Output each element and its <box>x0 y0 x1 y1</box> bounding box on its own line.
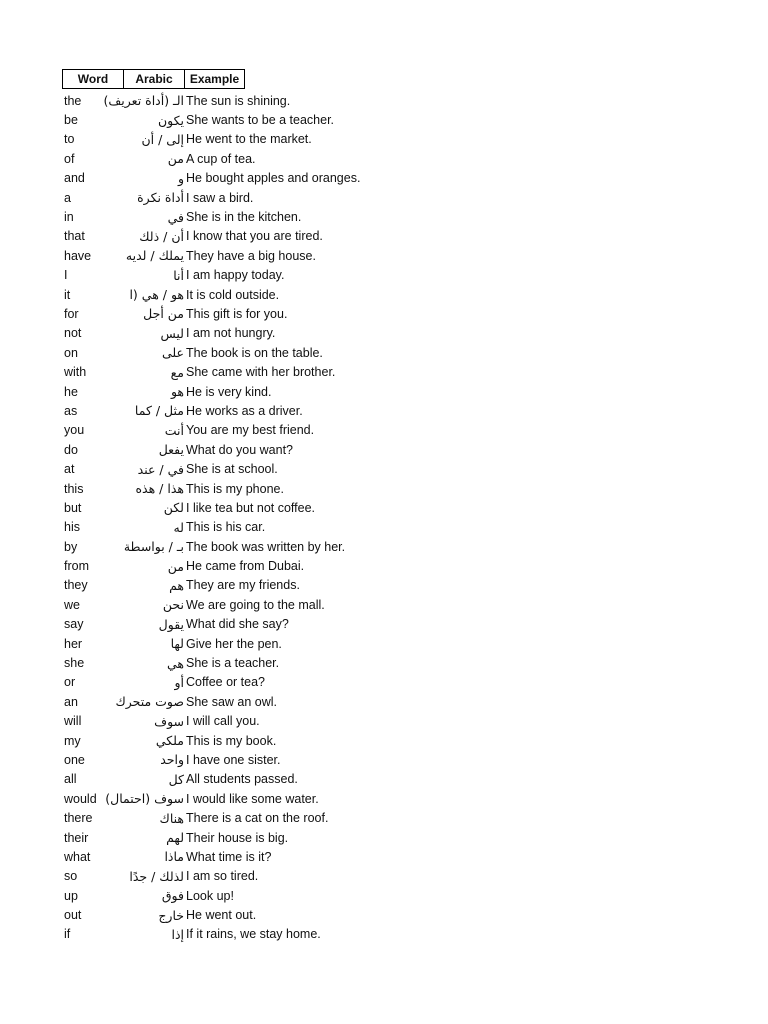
table-row <box>62 343 360 362</box>
example-cell: She wants to be a teacher. <box>186 113 335 128</box>
arabic-cell: من أجل <box>143 306 184 322</box>
table-row <box>62 266 360 285</box>
table-row <box>62 246 360 265</box>
arabic-cell: على <box>161 345 184 361</box>
example-cell: There is a cat on the roof. <box>186 811 329 826</box>
table-row <box>62 595 360 614</box>
word-cell: this <box>64 481 84 496</box>
table-row <box>62 828 360 847</box>
example-cell: What time is it? <box>186 849 272 864</box>
table-body <box>62 91 360 944</box>
example-cell: She is at school. <box>186 462 278 477</box>
arabic-cell: يملك / لديه <box>125 248 184 264</box>
arabic-cell: أداة نكرة <box>137 190 184 206</box>
word-cell: it <box>64 287 71 302</box>
example-cell: She is in the kitchen. <box>186 210 302 225</box>
word-cell: at <box>64 462 75 477</box>
table-row <box>62 556 360 575</box>
table-row <box>62 634 360 653</box>
example-cell: All students passed. <box>186 772 298 787</box>
arabic-cell: هذا / هذه <box>135 481 184 496</box>
word-cell: out <box>64 908 82 923</box>
table-row <box>62 498 360 517</box>
word-cell: on <box>64 345 78 360</box>
word-cell: we <box>64 597 80 612</box>
example-cell: I am so tired. <box>186 869 259 884</box>
example-cell: The book is on the table. <box>186 345 323 360</box>
table-row <box>62 770 360 789</box>
example-cell: This gift is for you. <box>186 306 288 321</box>
word-cell: would <box>64 791 97 806</box>
arabic-cell: إلى / أن <box>141 131 184 147</box>
arabic-cell: الـ (أداة تعريف) <box>103 93 184 109</box>
arabic-cell: من <box>167 558 184 574</box>
table-row <box>62 692 360 711</box>
example-cell: I would like some water. <box>186 791 319 806</box>
arabic-cell: سوف <box>154 713 184 729</box>
table-row <box>62 905 360 924</box>
word-cell: will <box>64 714 82 729</box>
word-cell: or <box>64 675 76 690</box>
table-row <box>62 227 360 246</box>
example-cell: He bought apples and oranges. <box>186 171 361 186</box>
word-cell: with <box>64 365 87 380</box>
word-cell: there <box>64 811 93 826</box>
arabic-cell: لذلك / جدًا <box>129 868 184 884</box>
word-cell: her <box>64 636 83 651</box>
arabic-cell: بـ / بواسطة <box>123 539 184 555</box>
arabic-cell: في <box>167 209 184 225</box>
arabic-cell: و <box>177 170 184 186</box>
example-cell: We are going to the mall. <box>186 597 325 612</box>
table-row <box>62 440 360 459</box>
table-row <box>62 188 360 207</box>
word-cell: their <box>64 830 89 845</box>
word-cell: not <box>64 326 82 341</box>
arabic-cell: نحن <box>162 597 184 613</box>
example-cell: Coffee or tea? <box>186 675 265 690</box>
example-cell: They have a big house. <box>186 248 316 263</box>
example-cell: He went out. <box>186 908 257 923</box>
example-cell: I like tea but not coffee. <box>186 500 316 515</box>
example-cell: This is my book. <box>186 733 277 748</box>
arabic-cell: هو / هي (ا <box>129 287 184 303</box>
word-cell: the <box>64 93 82 108</box>
example-cell: He works as a driver. <box>186 403 303 418</box>
arabic-cell: سوف (احتمال) <box>105 791 184 807</box>
example-cell: I am not hungry. <box>186 326 276 341</box>
example-cell: He is very kind. <box>186 384 272 399</box>
example-cell: I saw a bird. <box>186 190 254 205</box>
table-row <box>62 362 360 381</box>
table-row <box>62 808 360 827</box>
header-example: Example <box>189 72 240 86</box>
arabic-cell: فوق <box>161 888 184 904</box>
example-cell: I know that you are tired. <box>186 229 323 244</box>
word-cell: if <box>64 927 71 942</box>
example-cell: I will call you. <box>186 714 260 729</box>
table-row <box>62 537 360 556</box>
table-row <box>62 653 360 672</box>
example-cell: I have one sister. <box>186 752 281 767</box>
arabic-cell: صوت متحرك <box>115 694 184 710</box>
table-row <box>62 285 360 304</box>
table-row <box>62 324 360 343</box>
word-cell: all <box>64 772 77 787</box>
arabic-cell: أنت <box>164 422 184 438</box>
word-cell: I <box>64 268 68 283</box>
arabic-cell: مثل / كما <box>134 403 184 419</box>
table-row <box>62 518 360 537</box>
example-cell: A cup of tea. <box>186 151 256 166</box>
word-cell: my <box>64 733 81 748</box>
word-cell: say <box>64 617 84 632</box>
example-cell: The sun is shining. <box>186 93 291 108</box>
word-cell: he <box>64 384 78 399</box>
arabic-cell: من <box>167 151 184 167</box>
word-cell: a <box>64 190 71 205</box>
example-cell: The book was written by her. <box>186 539 346 554</box>
arabic-cell: هي <box>166 655 184 671</box>
arabic-cell: لها <box>170 636 184 652</box>
table-row <box>62 867 360 886</box>
table-row <box>62 207 360 226</box>
example-cell: Give her the pen. <box>186 636 282 651</box>
table-row <box>62 130 360 149</box>
example-cell: This is my phone. <box>186 481 284 496</box>
word-cell: what <box>64 849 91 864</box>
word-cell: have <box>64 248 92 263</box>
arabic-cell: أن / ذلك <box>139 228 184 244</box>
arabic-cell: ملكي <box>155 733 184 749</box>
example-cell: You are my best friend. <box>186 423 315 438</box>
vocabulary-sheet <box>62 69 360 944</box>
example-cell: Look up! <box>186 888 234 903</box>
table-row <box>62 731 360 750</box>
table-row <box>62 459 360 478</box>
table-row <box>62 91 360 110</box>
arabic-cell: لكن <box>163 500 184 516</box>
example-cell: They are my friends. <box>186 578 300 593</box>
word-cell: they <box>64 578 88 593</box>
word-cell: in <box>64 210 74 225</box>
word-cell: for <box>64 306 79 321</box>
example-cell: He came from Dubai. <box>186 559 305 574</box>
word-cell: as <box>64 403 78 418</box>
word-cell: his <box>64 520 80 535</box>
example-cell: This is his car. <box>186 520 266 535</box>
word-cell: but <box>64 500 82 515</box>
example-cell: It is cold outside. <box>186 287 280 302</box>
arabic-cell: هناك <box>159 810 184 826</box>
arabic-cell: خارج <box>158 907 184 923</box>
word-cell: so <box>64 869 78 884</box>
arabic-cell: ماذا <box>164 849 184 865</box>
arabic-cell: لهم <box>166 830 184 846</box>
table-row <box>62 886 360 905</box>
word-cell: be <box>64 113 78 128</box>
table-row <box>62 110 360 129</box>
table-row <box>62 750 360 769</box>
example-cell: She is a teacher. <box>186 656 280 671</box>
word-cell: from <box>64 559 89 574</box>
word-cell: and <box>64 171 85 186</box>
arabic-cell: في / عند <box>137 461 184 477</box>
example-cell: What do you want? <box>186 442 294 457</box>
word-cell: by <box>64 539 78 554</box>
arabic-cell: هو <box>170 384 184 400</box>
arabic-cell: مع <box>170 364 184 380</box>
word-cell: do <box>64 442 78 457</box>
table-row <box>62 401 360 420</box>
table-row <box>62 304 360 323</box>
table-row <box>62 382 360 401</box>
word-cell: up <box>64 888 78 903</box>
table-row <box>62 169 360 188</box>
arabic-cell: يفعل <box>158 442 184 458</box>
word-cell: that <box>64 229 85 244</box>
arabic-cell: إذا <box>171 926 184 942</box>
arabic-cell: كل <box>168 771 184 787</box>
table-row <box>62 615 360 634</box>
table-row <box>62 576 360 595</box>
word-cell: to <box>64 132 75 147</box>
example-cell: Their house is big. <box>186 830 289 845</box>
example-cell: I am happy today. <box>186 268 285 283</box>
arabic-cell: هم <box>169 577 184 593</box>
arabic-cell: يقول <box>158 616 184 632</box>
table-row <box>62 149 360 168</box>
example-cell: What did she say? <box>186 617 289 632</box>
arabic-cell: ليس <box>160 325 184 341</box>
word-cell: one <box>64 752 85 767</box>
header-word: Word <box>63 70 124 88</box>
arabic-cell: له <box>173 519 184 535</box>
arabic-cell: يكون <box>157 112 184 128</box>
table-row <box>62 789 360 808</box>
table-row <box>62 847 360 866</box>
table-row <box>62 925 360 944</box>
example-cell: He went to the market. <box>186 132 312 147</box>
word-cell: you <box>64 423 85 438</box>
arabic-cell: أو <box>174 674 184 690</box>
header-arabic: Arabic <box>124 70 185 88</box>
example-cell: If it rains, we stay home. <box>186 927 321 942</box>
example-cell: She saw an owl. <box>186 694 278 709</box>
table-row <box>62 479 360 498</box>
arabic-cell: أنا <box>173 267 184 283</box>
table-row <box>62 673 360 692</box>
word-cell: of <box>64 151 75 166</box>
table-row <box>62 421 360 440</box>
example-cell: She came with her brother. <box>186 365 336 380</box>
word-cell: an <box>64 694 78 709</box>
table-header <box>62 69 245 89</box>
arabic-cell: واحد <box>160 752 184 768</box>
table-row <box>62 712 360 731</box>
word-cell: she <box>64 656 85 671</box>
